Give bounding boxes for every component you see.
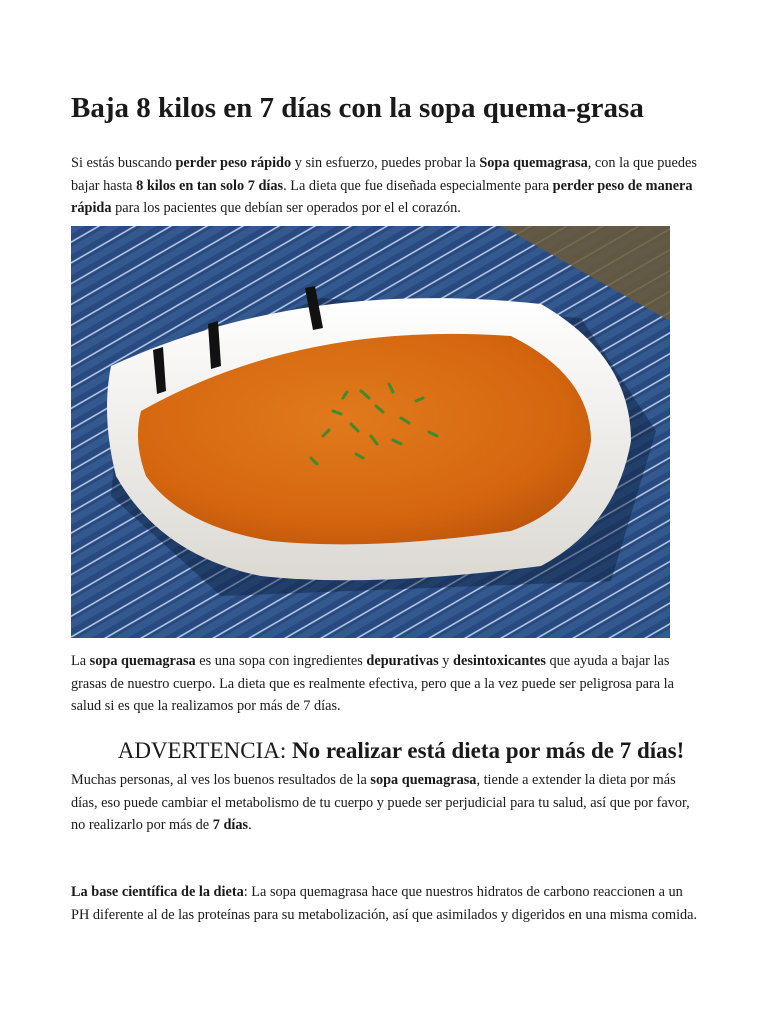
p2-text-2: es una sopa con ingredientes bbox=[195, 653, 367, 669]
p3-bold-1: sopa quemagrasa bbox=[370, 772, 477, 788]
intro-text-3: , con la que puedes bajar hasta bbox=[71, 155, 697, 194]
p4-text-1: : La sopa quemagrasa hace que nuestros hidratos de carbono reaccionen a un PH diferente al de las proteínas para su metabolización, así que asimilados y digeridos en una misma comida. bbox=[71, 884, 698, 923]
intro-text-4: . La dieta que fue diseñada especialmente para bbox=[283, 177, 553, 194]
p2-text-4: que ayuda a bajar las grasas de nuestro cuerpo. La dieta que es realmente efectiva, pero que a la vez puede ser peligrosa para la salud si es que la realizamos por más de 7 días. bbox=[71, 653, 674, 714]
intro-paragraph bbox=[71, 152, 701, 220]
intro-bold-1: perder peso rápido bbox=[175, 155, 292, 171]
paragraph-3 bbox=[71, 769, 701, 837]
p4-bold-1: La base científica de la dieta bbox=[71, 884, 244, 900]
intro-text-1: Si estás buscando bbox=[71, 155, 176, 171]
warning-lead: ADVERTENCIA: bbox=[117, 738, 287, 763]
p3-bold-2: 7 días bbox=[212, 817, 249, 833]
p2-bold-1: sopa quemagrasa bbox=[89, 653, 196, 669]
p3-text-2: , tiende a extender la dieta por más días, eso puede cambiar el metabolismo de tu cuerpo y puede ser perjudicial para tu salud, así que por favor, no realizarlo por más de bbox=[71, 772, 690, 833]
soup-photo bbox=[71, 226, 670, 638]
paragraph-2 bbox=[71, 650, 701, 718]
intro-text-5: para los pacientes que debían ser operados por el el corazón. bbox=[111, 200, 461, 216]
article-title: Baja 8 kilos en 7 días con la sopa quema-grasa bbox=[71, 92, 644, 124]
warning-heading bbox=[71, 735, 731, 767]
p3-text-1: Muchas personas, al ves los buenos resultados de la bbox=[71, 772, 371, 788]
soup-bowl-photo-icon bbox=[71, 226, 670, 638]
p2-bold-2: depurativas bbox=[366, 653, 439, 669]
intro-bold-2: Sopa quemagrasa bbox=[479, 155, 588, 171]
p2-text-3: y bbox=[438, 653, 454, 669]
warning-text: No realizar está dieta por más de 7 días! bbox=[286, 738, 685, 763]
intro-bold-3: 8 kilos en tan solo 7 días bbox=[136, 177, 284, 194]
p2-text-1: La bbox=[71, 653, 90, 669]
p2-bold-3: desintoxicantes bbox=[453, 653, 546, 669]
p3-text-3: . bbox=[248, 817, 252, 833]
paragraph-4 bbox=[71, 881, 701, 926]
intro-bold-4: perder peso de manera rápida bbox=[71, 177, 693, 216]
intro-text-2: y sin esfuerzo, puedes probar la bbox=[291, 155, 480, 171]
